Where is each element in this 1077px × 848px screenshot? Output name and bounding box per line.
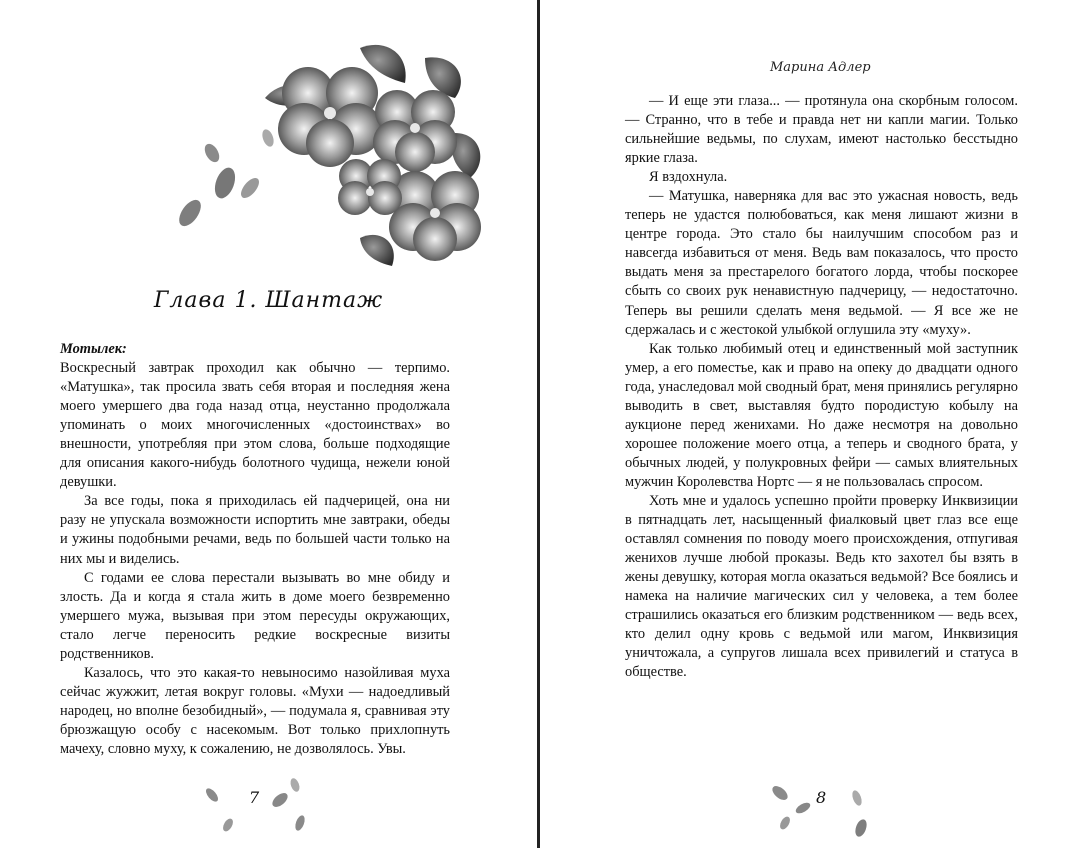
left-page-text	[60, 340, 450, 759]
paragraph: За все годы, пока я приходилась ей падчерицей, она ни разу не упускала возможности испортить мне завтраки, обеды и ужины подобными речами, ведь по большей части только на них мы и виделись.	[60, 493, 450, 567]
paragraph: — Матушка, наверняка для вас это ужасная новость, ведь теперь не удастся полюбоваться, как меня лишают жизни в центре города. Это стало бы наилучшим способом раз и навсегда избавиться от меня. Ведь вам показалось, что просто выдать меня за престарелого богатого лорда, чтобы поскорее сбыть со своих рук ненавистную падчерицу, — недостаточно. Теперь вы решили сделать меня ведьмой. — Я все же не сдержалась и с жестокой улыбкой оглушила эту «муху».	[625, 188, 1018, 338]
paragraph: Как только любимый отец и единственный мой заступник умер, а его поместье, как и право на опеку до двадцати одного года, унаследовал мой сводный брат, меня принялись регулярно выводить в свет, выставляя будто породистую кобылу на аукционе перед женихами. Но даже несмотря на довольно хорошее положение моего отца, а теперь и сводного брата, у обычных людей, у полукровных фейри — самых влиятельных мужчин Королевства Нортс — я не пользовалась спросом.	[625, 340, 1018, 490]
petals-ornament-icon	[200, 775, 320, 835]
page-number: 8	[816, 788, 827, 807]
page-number: 7	[249, 788, 260, 807]
paragraph: Воскресный завтрак проходил как обычно — терпимо. «Матушка», так просила звать себя вторая и последняя жена моего умершего два года назад отца, неустанно продолжала упоминать о моих многочисленных «достоинствах» во внешности, употребляя при этом слова, больше подходящие для описания какого-нибудь болотного чудища, нежели юной девушки.	[60, 360, 450, 491]
paragraph: Хоть мне и удалось успешно пройти проверку Инквизиции в пятнадцать лет, насыщенный фиалковый цвет глаз все еще оставлял сомнения по поводу моего происхождения, отпугивая женихов лучше любой проказы. Ведь кто захотел бы взять в жены девушку, которая могла оказаться ведьмой? Все боялись и намека на наличие магических сил у человека, а тем более страшились оказаться его близким родственником — ведь всех, кто делил одну кровь с ведьмой или магом, Инквизиция уничтожала, а супругов лишала всех привилегий и статуса в обществе.	[625, 492, 1018, 681]
chapter-title: Глава 1. Шантаж	[153, 288, 384, 313]
petals-ornament-icon	[765, 778, 885, 838]
right-page-text	[625, 92, 1018, 682]
paragraph: С годами ее слова перестали вызывать во мне обиду и злость. Да и когда я стала жить в доме моего безвременно умершего мужа, вызывая при этом пересуды окружающих, стало легче переносить редкие воскресные визиты родственников.	[60, 569, 450, 662]
paragraph: Казалось, что это какая-то невыносимо назойливая муха сейчас жужжит, летая вокруг головы. «Мухи — надоедливый народец, но вполне безобидный», — подумала я, сравнивая эту брюзжащую особу с насекомым. Вот только прихлопнуть мачеху, словно муху, к сожалению, не дозволялось. Увы.	[60, 664, 450, 757]
speaker-label: Мотылек:	[60, 341, 127, 357]
flower-illustration-icon	[170, 38, 490, 288]
running-head: Марина Адлер	[770, 60, 871, 75]
right-page	[540, 0, 1077, 848]
paragraph: Я вздохнула.	[649, 169, 728, 186]
paragraph: — И еще эти глаза... — протянула она скорбным голосом. — Странно, что в тебе и правда нет ни капли магии. Только сильнейшие ведьмы, по слухам, имеют настолько бесстыдно яркие глаза.	[625, 93, 1018, 167]
left-page	[0, 0, 537, 848]
